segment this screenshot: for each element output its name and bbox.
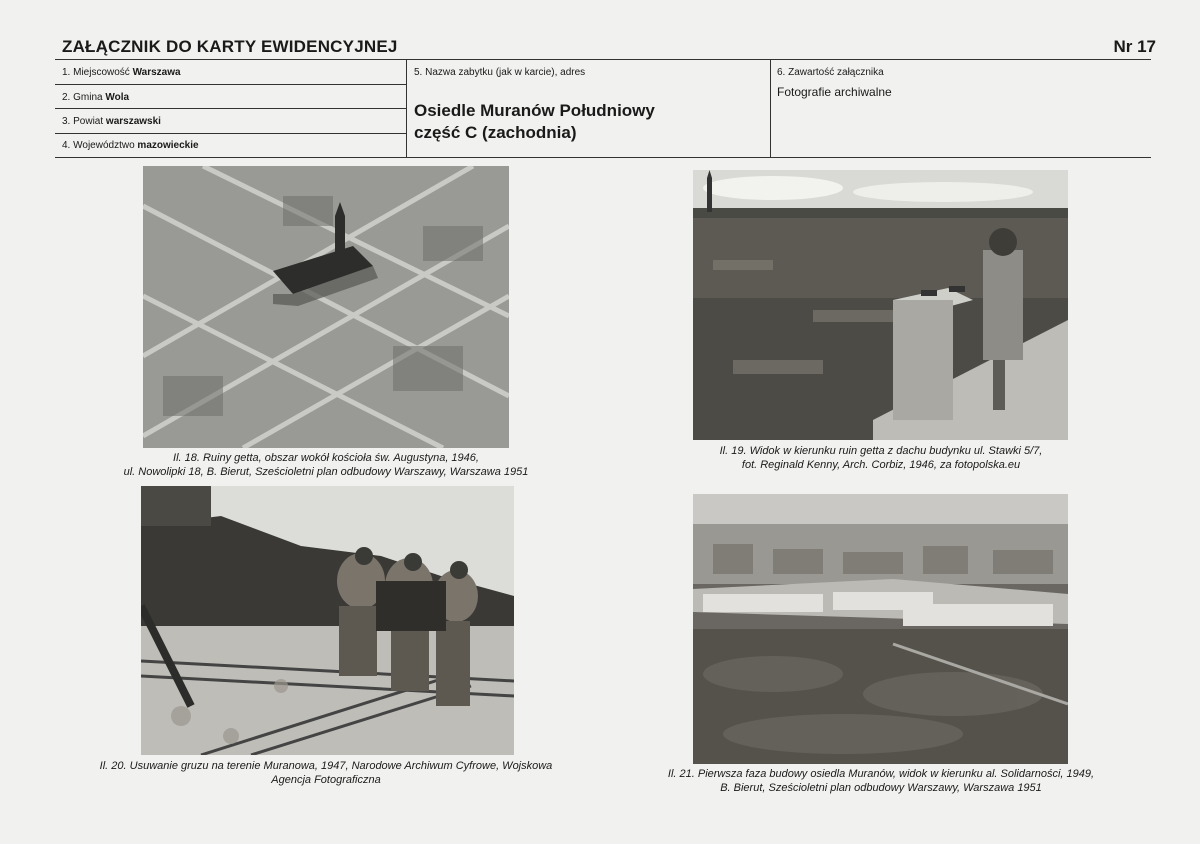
field-commune <box>62 92 129 103</box>
caption-il-18 <box>100 451 552 479</box>
row-divider <box>55 108 406 109</box>
row-divider <box>55 133 406 134</box>
caption-line: B. Bierut, Sześcioletni plan odbudowy Warszawy, Warszawa 1951 <box>720 782 1042 794</box>
caption-line: Il. 18. Ruiny getta, obszar wokół kościoła św. Augustyna, 1946, <box>173 452 479 464</box>
field-value: mazowieckie <box>137 140 199 151</box>
photo-muranow-construction <box>693 494 1068 764</box>
field-label: 3. Powiat <box>62 116 104 127</box>
field-value: Wola <box>105 92 130 103</box>
monument-name-line1: Osiedle Muranów Południowy <box>414 101 655 120</box>
field-monument-label: 5. Nazwa zabytku (jak w karcie), adres <box>414 67 586 78</box>
row-divider <box>55 84 406 85</box>
field-label: 1. Miejscowość <box>62 67 130 78</box>
caption-line: Il. 20. Usuwanie gruzu na terenie Muranowa, 1947, Narodowe Archiwum Cyfrowe, Wojskowa <box>99 760 553 772</box>
photo-aerial-ghetto-ruins <box>143 166 509 448</box>
monument-name-line2: część C (zachodnia) <box>414 123 577 142</box>
caption-line: fot. Reginald Kenny, Arch. Corbiz, 1946, za fotopolska.eu <box>741 459 1021 471</box>
field-content-label: 6. Zawartość załącznika <box>777 67 884 78</box>
column-divider <box>770 60 771 157</box>
field-content-value: Fotografie archiwalne <box>777 85 892 99</box>
field-locality <box>62 67 181 78</box>
field-value: warszawski <box>105 116 161 127</box>
caption-line: Agencja Fotograficzna <box>271 774 381 786</box>
caption-line: ul. Nowolipki 18, B. Bierut, Sześcioletni plan odbudowy Warszawy, Warszawa 1951 <box>123 466 529 478</box>
table-bottom-rule <box>55 157 1151 158</box>
header-rule <box>55 59 1151 60</box>
caption-il-19 <box>675 444 1087 472</box>
document-number: Nr 17 <box>1113 37 1156 56</box>
caption-il-20 <box>60 759 592 787</box>
photo-rooftop-view <box>693 170 1068 440</box>
caption-line: Il. 19. Widok w kierunku ruin getta z dachu budynku ul. Stawki 5/7, <box>719 445 1043 457</box>
caption-line: Il. 21. Pierwsza faza budowy osiedla Muranów, widok w kierunku al. Solidarności, 1949, <box>667 768 1095 780</box>
monument-name <box>414 100 655 144</box>
caption-il-21 <box>626 767 1136 795</box>
field-county <box>62 116 161 127</box>
field-value: Warszawa <box>132 67 181 78</box>
document-title: ZAŁĄCZNIK DO KARTY EWIDENCYJNEJ <box>62 37 398 56</box>
field-label: 4. Województwo <box>62 140 135 151</box>
field-label: 2. Gmina <box>62 92 103 103</box>
column-divider <box>406 60 407 157</box>
photo-rubble-removal <box>141 486 514 755</box>
field-voivodeship <box>62 140 199 151</box>
